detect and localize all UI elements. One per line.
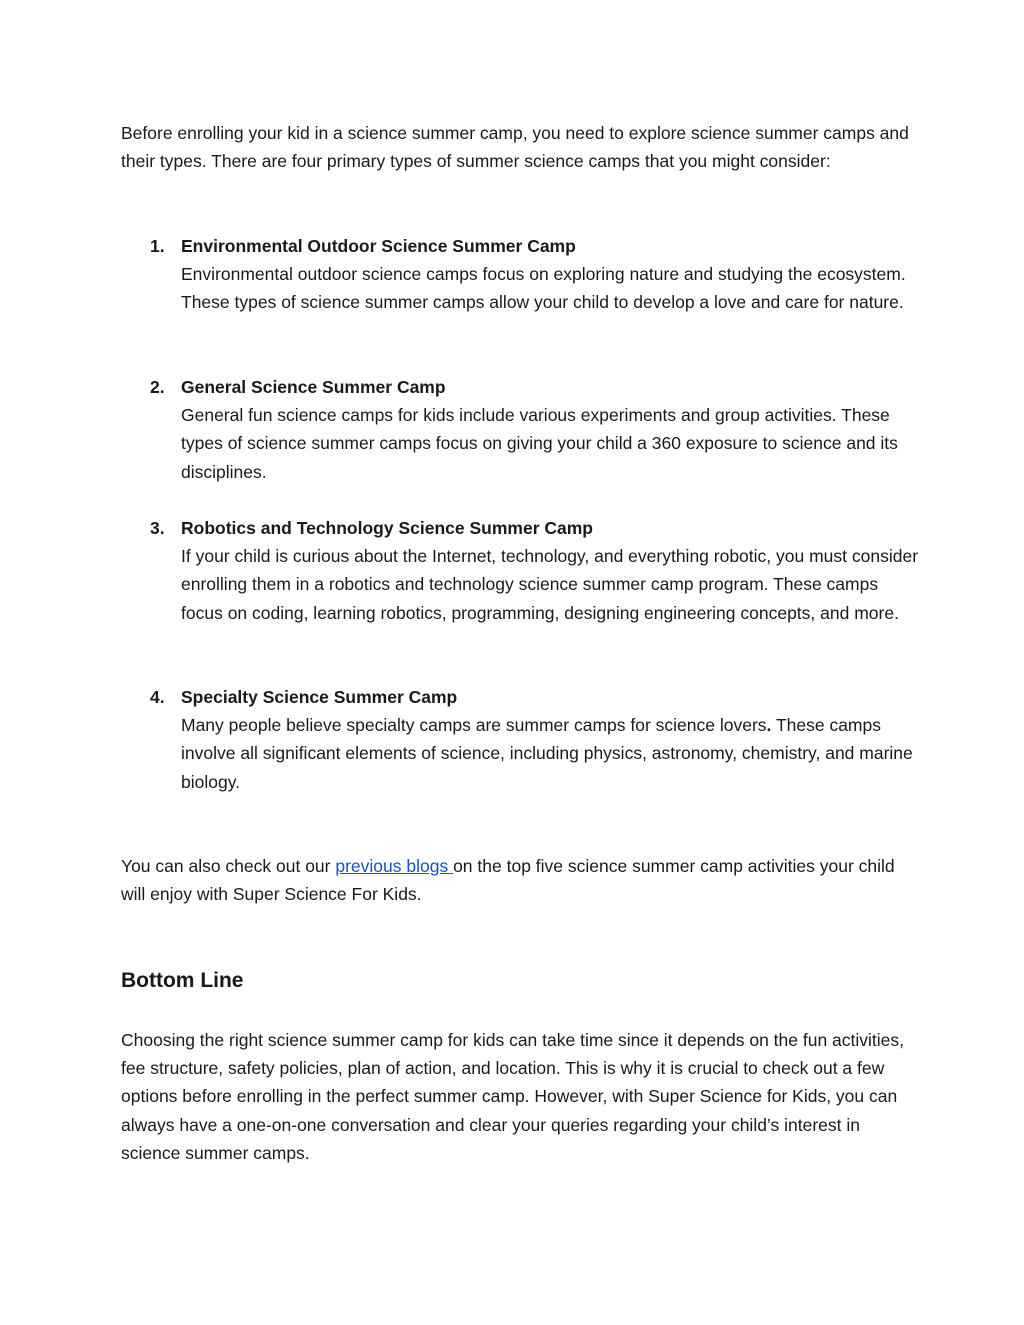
also-paragraph bbox=[121, 852, 911, 908]
intro-paragraph: Before enrolling your kid in a science summer camp, you need to explore science summer camps and their types. There are four primary types of summer science camps that you might consider: bbox=[121, 123, 909, 172]
list-number: 2. bbox=[150, 377, 165, 397]
camp-title: Environmental Outdoor Science Summer Camp bbox=[181, 236, 576, 256]
camp-description-period: . bbox=[766, 715, 772, 736]
list-number: 3. bbox=[150, 518, 165, 538]
list-item-content bbox=[181, 683, 920, 796]
list-item-content bbox=[181, 232, 920, 317]
list-item-content bbox=[181, 373, 920, 486]
camp-title: Specialty Science Summer Camp bbox=[181, 687, 458, 707]
bottom-line-heading: Bottom Line bbox=[121, 969, 244, 992]
previous-blogs-link[interactable]: previous blogs bbox=[335, 856, 454, 876]
camp-description bbox=[181, 711, 920, 796]
conclusion-paragraph: Choosing the right science summer camp for kids can take time since it depends on the fun activities, fee structure, safety policies, plan of action, and location. This is why it is crucial to check out a few options before enrolling in the perfect summer camp. However, with Super Science for Kids, you can always have a one-on-one conversation and clear your queries regarding your child’s interest in science summer camps. bbox=[121, 1030, 905, 1163]
camp-description-part1: Many people believe specialty camps are summer camps for science lovers bbox=[181, 715, 767, 736]
camp-description: Environmental outdoor science camps focus on exploring nature and studying the ecosystem. These types of science summer camps allow your child to develop a love and care for nature. bbox=[181, 264, 906, 313]
camp-list-item bbox=[150, 514, 920, 627]
camp-description-part2: These camps involve all significant elements of science, including physics, astronomy, chemistry, and marine biology. bbox=[181, 715, 913, 792]
list-number: 1. bbox=[150, 236, 165, 256]
camp-title: Robotics and Technology Science Summer Camp bbox=[181, 518, 593, 538]
camp-title: General Science Summer Camp bbox=[181, 377, 446, 397]
list-number: 4. bbox=[150, 687, 165, 707]
camp-list-item bbox=[150, 373, 920, 486]
also-text-before: You can also check out our bbox=[121, 856, 336, 876]
camp-description: If your child is curious about the Internet, technology, and everything robotic, you must consider enrolling them in a robotics and technology science summer camp program. These camps focus on coding, learning robotics, programming, designing engineering concepts, and more. bbox=[181, 546, 919, 623]
also-text-after: on the top five science summer camp activities your child will enjoy with Super Science For Kids. bbox=[121, 856, 895, 905]
camp-list-item bbox=[150, 683, 920, 796]
camp-description: General fun science camps for kids include various experiments and group activities. These types of science summer camps focus on giving your child a 360 exposure to science and its disciplines. bbox=[181, 405, 898, 482]
camp-list-item bbox=[150, 232, 920, 317]
list-item-content bbox=[181, 514, 920, 627]
